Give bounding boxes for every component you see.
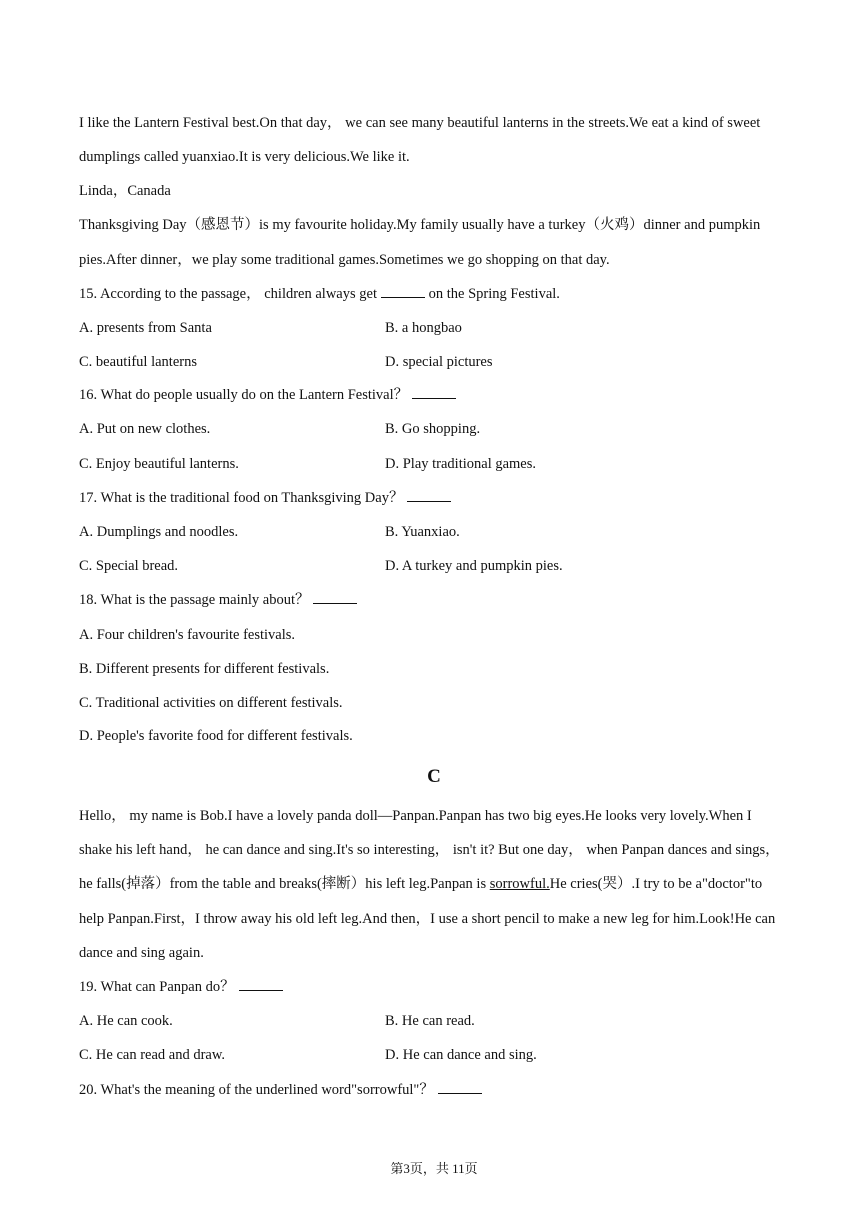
question-stem: [79, 386, 456, 404]
page-footer: 第3页，共 11页: [390, 1161, 478, 1176]
passage-line: Thanksgiving Day（感恩节）is my favourite holiday.My family usually have a turkey（火鸡）dinner and pumpkin: [79, 217, 761, 233]
question-stem: [79, 1081, 482, 1099]
option-d: D. He can dance and sing.: [385, 1047, 537, 1063]
question-text: 17. What is the traditional food on Thanksgiving Day？: [79, 490, 404, 506]
option-b: B. Different presents for different festivals.: [79, 661, 330, 677]
answer-blank: [239, 978, 283, 991]
option-b: B. a hongbao: [385, 320, 462, 336]
passage-line: I like the Lantern Festival best.On that day， we can see many beautiful lanterns in the streets.We eat a kind of sweet: [79, 115, 761, 131]
option-d: D. special pictures: [385, 354, 493, 370]
passage-text: He cries(哭）.I try to be a"doctor"to: [549, 876, 763, 892]
passage-line: shake his left hand， he can dance and sing.It's so interesting， isn't it? But one day， when Panpan dances and sings，: [79, 842, 780, 858]
option-b: B. He can read.: [385, 1013, 475, 1029]
option-c: C. He can read and draw.: [79, 1047, 226, 1063]
option-a: A. presents from Santa: [79, 320, 212, 336]
option-c: C. Enjoy beautiful lanterns.: [79, 456, 239, 472]
passage-line: pies.After dinner，we play some traditional games.Sometimes we go shopping on that day.: [79, 252, 610, 268]
option-a: A. Put on new clothes.: [79, 421, 211, 437]
answer-blank: [313, 591, 357, 604]
question-text: 20. What's the meaning of the underlined word"sorrowful"？: [79, 1082, 434, 1098]
option-c: C. Special bread.: [79, 558, 179, 574]
question-stem: [79, 489, 451, 507]
question-text: 19. What can Panpan do？: [79, 979, 235, 995]
passage-line: Linda，Canada: [79, 183, 171, 199]
question-stem: [79, 285, 560, 303]
answer-blank: [438, 1081, 482, 1094]
passage-line: Hello， my name is Bob.I have a lovely panda doll—Panpan.Panpan has two big eyes.He looks very lovely.When I: [79, 808, 752, 824]
option-b: B. Go shopping.: [385, 421, 481, 437]
question-stem: [79, 591, 357, 609]
question-stem: [79, 978, 283, 996]
option-b: B. Yuanxiao.: [385, 524, 460, 540]
option-d: D. People's favorite food for different festivals.: [79, 728, 353, 744]
passage-line: dance and sing again.: [79, 945, 204, 961]
passage-text: he falls(掉落）from the table and breaks(摔断）his left leg.Panpan is: [79, 876, 490, 892]
answer-blank: [412, 386, 456, 399]
option-d: D. Play traditional games.: [385, 456, 537, 472]
passage-line: dumplings called yuanxiao.It is very delicious.We like it.: [79, 149, 410, 165]
question-text-after: on the Spring Festival.: [428, 286, 560, 302]
section-heading: C: [427, 766, 441, 787]
question-text: 18. What is the passage mainly about？: [79, 592, 310, 608]
passage-line: help Panpan.First，I throw away his old left leg.And then，I use a short pencil to make a new leg for him.Look!He can: [79, 911, 776, 927]
option-c: C. Traditional activities on different festivals.: [79, 695, 343, 711]
option-a: A. He can cook.: [79, 1013, 173, 1029]
answer-blank: [381, 285, 425, 298]
option-d: D. A turkey and pumpkin pies.: [385, 558, 563, 574]
option-a: A. Dumplings and noodles.: [79, 524, 239, 540]
answer-blank: [407, 489, 451, 502]
passage-line: [79, 875, 762, 893]
question-text: 16. What do people usually do on the Lantern Festival？: [79, 387, 409, 403]
option-a: A. Four children's favourite festivals.: [79, 627, 296, 643]
underlined-word: sorrowful.: [489, 876, 550, 892]
question-text: 15. According to the passage， children always get: [79, 286, 377, 302]
option-c: C. beautiful lanterns: [79, 354, 197, 370]
